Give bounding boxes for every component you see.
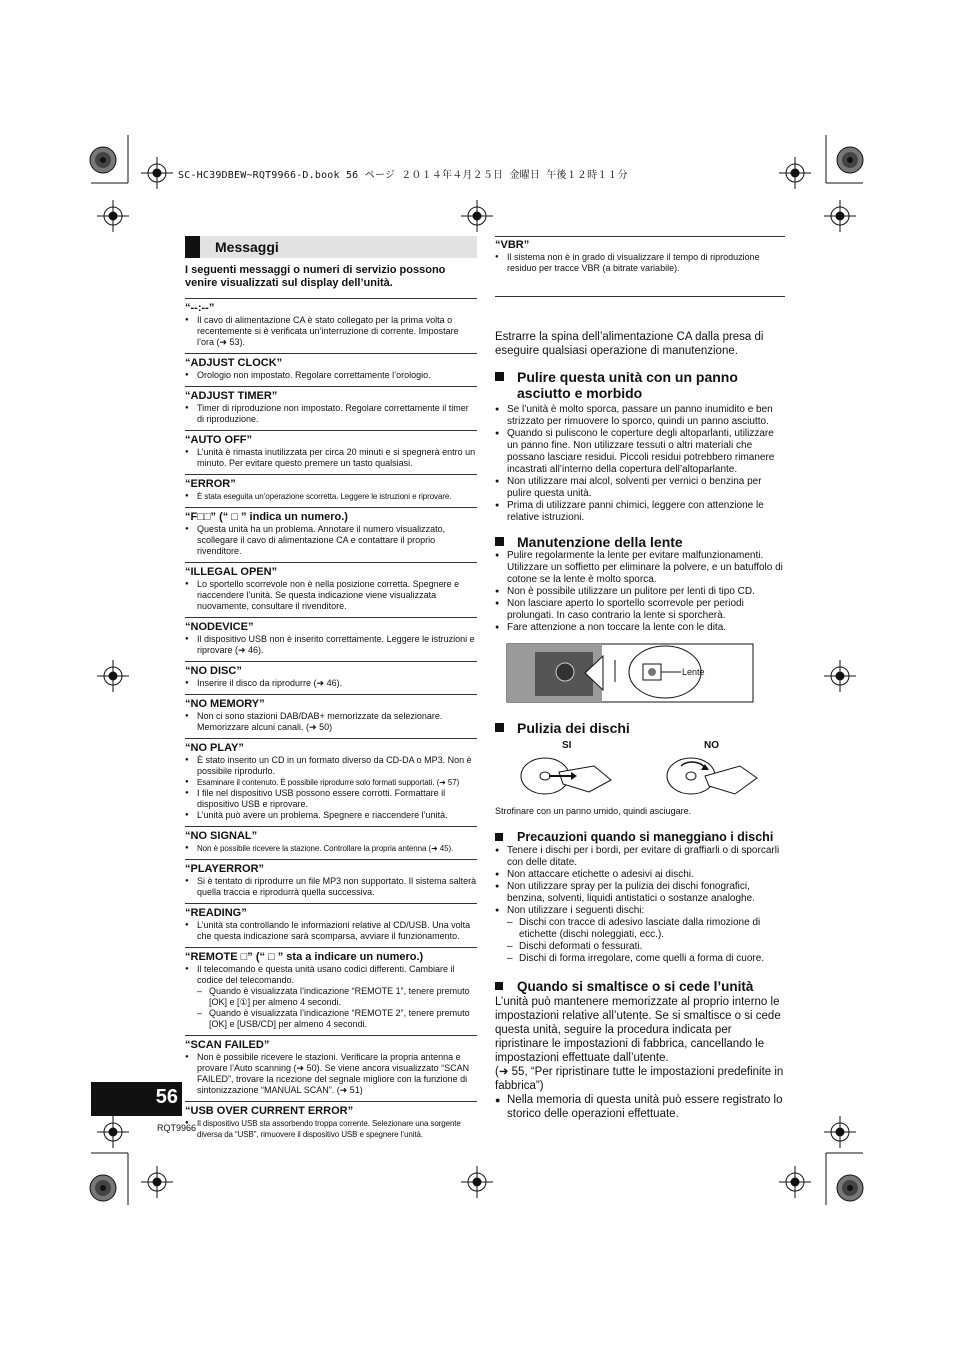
- discs-illustration: [495, 736, 785, 800]
- message-title: “ADJUST CLOCK”: [185, 357, 283, 369]
- square-bullet-icon: [495, 833, 503, 841]
- square-bullet-icon: [495, 537, 504, 546]
- message-title: “ADJUST TIMER”: [185, 390, 278, 402]
- bullet-item: ● Non è possibile ricevere le stazioni. Verificare la propria antenna e provare l’Auto scanning (➜ 50). Se viene ancora visualizzato “SCAN FAILED”, trovare la ricezione del segnale migliore con la funzione di sintonizzazione “MANUAL SCAN”. (➜ 51): [185, 1052, 477, 1096]
- message-title: “ERROR”: [185, 478, 236, 490]
- bullet-item: ● Se l’unità è molto sporca, passare un panno inumidito e ben strizzato per rimuovere lo sporco, quindi un panno asciutto.: [495, 404, 785, 428]
- discs-caption: Strofinare con un panno umido, quindi asciugare.: [495, 806, 692, 816]
- page-number-box: [91, 1082, 182, 1116]
- lens-diagram: [495, 642, 755, 706]
- disposal-title: Quando si smaltisce o si cede l’unità: [517, 979, 754, 994]
- lens-list: [495, 550, 785, 634]
- print-header-line: SC-HC39DBEW~RQT9966-D.book 56 ページ ２０１４年４月２５日 金曜日 午後１２時１１分: [178, 170, 628, 181]
- lens-heading: [495, 534, 785, 550]
- bullet-item: ● Il dispositivo USB non è inserito correttamente. Leggere le istruzioni e riprovare (➜ 46).: [185, 634, 477, 656]
- bullet-item: ● Inserire il disco da riprodurre (➜ 46).: [185, 678, 477, 689]
- vbr-message: [495, 236, 785, 274]
- message-entry: [185, 430, 477, 469]
- message-title: “USB OVER CURRENT ERROR”: [185, 1105, 354, 1117]
- bullet-item: ● Prima di utilizzare panni chimici, leggere con attenzione le relative istruzioni.: [495, 500, 785, 524]
- lens-label: Lente: [682, 667, 705, 677]
- bullet-item: ● Non è possibile ricevere la stazione. Controllare la propria antenna (➜ 45).: [185, 843, 477, 854]
- square-bullet-icon: [495, 723, 504, 732]
- message-title: “ILLEGAL OPEN”: [185, 566, 278, 578]
- clean-unit-heading: [495, 369, 785, 401]
- precautions-list: [495, 845, 785, 965]
- bullet-item: ● È stata eseguita un’operazione scorretta. Leggere le istruzioni e riprovare.: [185, 491, 477, 502]
- dash-item: – Dischi di forma irregolare, come quelli a forma di cuore.: [495, 953, 785, 965]
- disc-no-icon: [665, 754, 760, 800]
- bullet-item: ● Il dispositivo USB sta assorbendo troppa corrente. Selezionare una sorgente diversa da “USB”, rimuovere il dispositivo USB e spegnere l’unità.: [185, 1118, 477, 1140]
- disc-yes-icon: [519, 754, 614, 800]
- message-title: “NO PLAY”: [185, 742, 244, 754]
- bullet-item: ● Non utilizzare i seguenti dischi:: [495, 905, 785, 917]
- bullet-item: ● Tenere i dischi per i bordi, per evitare di graffiarli o di sporcarli con delle ditate.: [495, 845, 785, 869]
- message-title: “NO DISC”: [185, 665, 242, 677]
- vbr-title: “VBR”: [495, 239, 530, 251]
- message-entry: [185, 903, 477, 942]
- square-bullet-icon: [495, 372, 504, 381]
- vbr-text: ● Il sistema non è in grado di visualizzare il tempo di riproduzione residuo per tracce VBR (a bitrate variabile).: [495, 252, 785, 274]
- bullet-item: ● È stato inserito un CD in un formato diverso da CD-DA o MP3. Non è possibile riprodurlo.: [185, 755, 477, 777]
- message-entry: [185, 694, 477, 733]
- message-entry: [185, 826, 477, 854]
- message-entry: [185, 298, 477, 348]
- message-entry: [185, 507, 477, 557]
- message-title: “READING”: [185, 907, 247, 919]
- divider: [495, 296, 785, 297]
- discs-heading: [495, 720, 785, 736]
- bullet-item: ● L’unità sta controllando le informazioni relative al CD/USB. Una volta che questa indicazione sarà scomparsa, avviare il funzionamento.: [185, 920, 477, 942]
- message-title: “NODEVICE”: [185, 621, 254, 633]
- messages-title: Messaggi: [215, 239, 279, 255]
- maintenance-column: [495, 236, 785, 1121]
- message-title: “SCAN FAILED”: [185, 1039, 270, 1051]
- message-entry: [185, 353, 477, 381]
- dash-item: – Dischi con tracce di adesivo lasciate dalla rimozione di etichette (dischi noleggiati, ecc.).: [495, 917, 785, 941]
- section-marker: [185, 236, 200, 258]
- bullet-item: ● Non lasciare aperto lo sportello scorrevole per periodi prolungati. In caso contrario la lente si sporcherà.: [495, 598, 785, 622]
- bullet-item: ● Orologio non impostato. Regolare correttamente l’orologio.: [185, 370, 477, 381]
- bullet-item: ● Questa unità ha un problema. Annotare il numero visualizzato, scollegare il cavo di alimentazione CA e contattare il proprio rivenditore.: [185, 524, 477, 557]
- message-title: “AUTO OFF”: [185, 434, 253, 446]
- message-entry: [185, 859, 477, 898]
- message-title: “PLAYERROR”: [185, 863, 265, 875]
- precautions-title: Precauzioni quando si maneggiano i dischi: [517, 830, 774, 844]
- message-entry: [185, 562, 477, 612]
- bullet-item: ● L’unità è rimasta inutilizzata per circa 20 minuti e si spegnerà entro un minuto. Per evitare questo premere un tasto qualsiasi.: [185, 447, 477, 469]
- clean-unit-list: [495, 404, 785, 524]
- disposal-heading: [495, 979, 785, 994]
- bullet-item: ● L’unità può avere un problema. Spegnere e riaccendere l’unità.: [185, 810, 477, 821]
- messages-section-header: [185, 236, 477, 258]
- message-title: “REMOTE □” (“ □ ” sta a indicare un numero.): [185, 951, 424, 963]
- bullet-item: ● Non utilizzare spray per la pulizia dei dischi fonografici, benzina, solventi, liquidi antistatici o sostanze analoghe.: [495, 881, 785, 905]
- message-entry: [185, 1035, 477, 1096]
- disposal-bullet-text: Nella memoria di questa unità può essere registrato lo storico delle operazioni effettuate.: [507, 1094, 783, 1120]
- dash-item: – Dischi deformati o fessurati.: [495, 941, 785, 953]
- square-bullet-icon: [495, 982, 503, 990]
- bullet-item: ● Non ci sono stazioni DAB/DAB+ memorizzate da selezionare. Memorizzare alcuni canali. (➜ 50): [185, 711, 477, 733]
- disposal-text: L’unità può mantenere memorizzate al proprio interno le impostazioni relative all’utente. Se si smaltisce o si cede questa unità, seguire la procedura indicata per ripristinare le impostazioni di fabbrica, cancellando le impostazioni effettuate dall’utente.: [495, 996, 781, 1064]
- bullet-item: ● Non utilizzare mai alcol, solventi per vernici o benzina per pulire questa unità.: [495, 476, 785, 500]
- bullet-item: ● Non attaccare etichette o adesivi ai dischi.: [495, 869, 785, 881]
- disposal-ref: (➜ 55, “Per ripristinare tutte le impostazioni predefinite in fabbrica”): [495, 1066, 784, 1092]
- bullet-item: ● Il telecomando e questa unità usano codici differenti. Cambiare il codice del telecomando.: [185, 964, 477, 986]
- doc-code: RQT9966: [157, 1123, 197, 1133]
- page-number: 56: [155, 1086, 178, 1108]
- message-title: “NO MEMORY”: [185, 698, 265, 710]
- message-entry: [185, 386, 477, 425]
- yes-label: SI: [562, 740, 572, 751]
- bullet-item: ● Non è possibile utilizzare un pulitore per lenti di tipo CD.: [495, 586, 785, 598]
- message-title: “F□□” (“ □ ” indica un numero.): [185, 511, 348, 523]
- lens-title: Manutenzione della lente: [517, 534, 683, 550]
- bullet-item: ● Il cavo di alimentazione CA è stato collegato per la prima volta o recentemente si è verificata un’interruzione di corrente. Impostare l’ora (➜ 53).: [185, 315, 477, 348]
- bullet-item: ● Fare attenzione a non toccare la lente con le dita.: [495, 622, 785, 634]
- message-entry: [185, 738, 477, 821]
- messages-list: [185, 298, 477, 1140]
- bullet-item: ● Timer di riproduzione non impostato. Regolare correttamente il timer di riproduzione.: [185, 403, 477, 425]
- messages-column: [185, 236, 477, 1140]
- message-title: “NO SIGNAL”: [185, 830, 258, 842]
- bullet-item: ● I file nel dispositivo USB possono essere corrotti. Formattare il dispositivo USB e riprovare.: [185, 788, 477, 810]
- bullet-item: ● Pulire regolarmente la lente per evitare malfunzionamenti. Utilizzare un soffietto per eliminare la polvere, e un batuffolo di cotone se la lente è molto sporca.: [495, 550, 785, 586]
- discs-title: Pulizia dei dischi: [517, 720, 630, 736]
- messages-intro: I seguenti messaggi o numeri di servizio possono venire visualizzati sul display dell’unità.: [185, 264, 446, 289]
- bullet-item: ● Esaminare il contenuto. È possibile riprodurre solo formati supportati. (➜ 57): [185, 777, 477, 788]
- bullet-item: ● Quando si puliscono le coperture degli altoparlanti, utilizzare un panno fine. Non utilizzare tessuti o altri materiali che possano lasciare residui. Piccoli residui potrebbero rimanere incastrati all’interno della copertura dell’altoparlante.: [495, 428, 785, 476]
- maintenance-intro: Estrarre la spina dell’alimentazione CA dalla presa di eseguire qualsiasi operazione di manutenzione.: [495, 331, 764, 357]
- message-entry: [185, 617, 477, 656]
- no-label: NO: [704, 740, 719, 751]
- message-title: “--:--”: [185, 302, 215, 314]
- message-entry: [185, 661, 477, 689]
- message-entry: [185, 1101, 477, 1140]
- precautions-heading: [495, 830, 785, 845]
- bullet-item: ● Lo sportello scorrevole non è nella posizione corretta. Spegnere e riaccendere l’unità. Se questa indicazione viene visualizzata nuovamente, consultare il rivenditore.: [185, 579, 477, 612]
- dash-item: – Quando è visualizzata l’indicazione “REMOTE 2”, tenere premuto [OK] e [USB/CD] per almeno 4 secondi.: [185, 1008, 477, 1030]
- lens-illustration: [495, 642, 785, 706]
- message-entry: [185, 474, 477, 502]
- disposal-bullet: ● Nella memoria di questa unità può essere registrato lo storico delle operazioni effettuate.: [495, 1094, 783, 1120]
- clean-unit-title: Pulire questa unità con un panno asciutto e morbido: [517, 369, 738, 401]
- bullet-item: ● Si è tentato di riprodurre un file MP3 non supportato. Il sistema salterà quella traccia e riprodurrà quella successiva.: [185, 876, 477, 898]
- message-entry: [185, 947, 477, 1030]
- dash-item: – Quando è visualizzata l’indicazione “REMOTE 1”, tenere premuto [OK] e [①] per almeno 4 secondi.: [185, 986, 477, 1008]
